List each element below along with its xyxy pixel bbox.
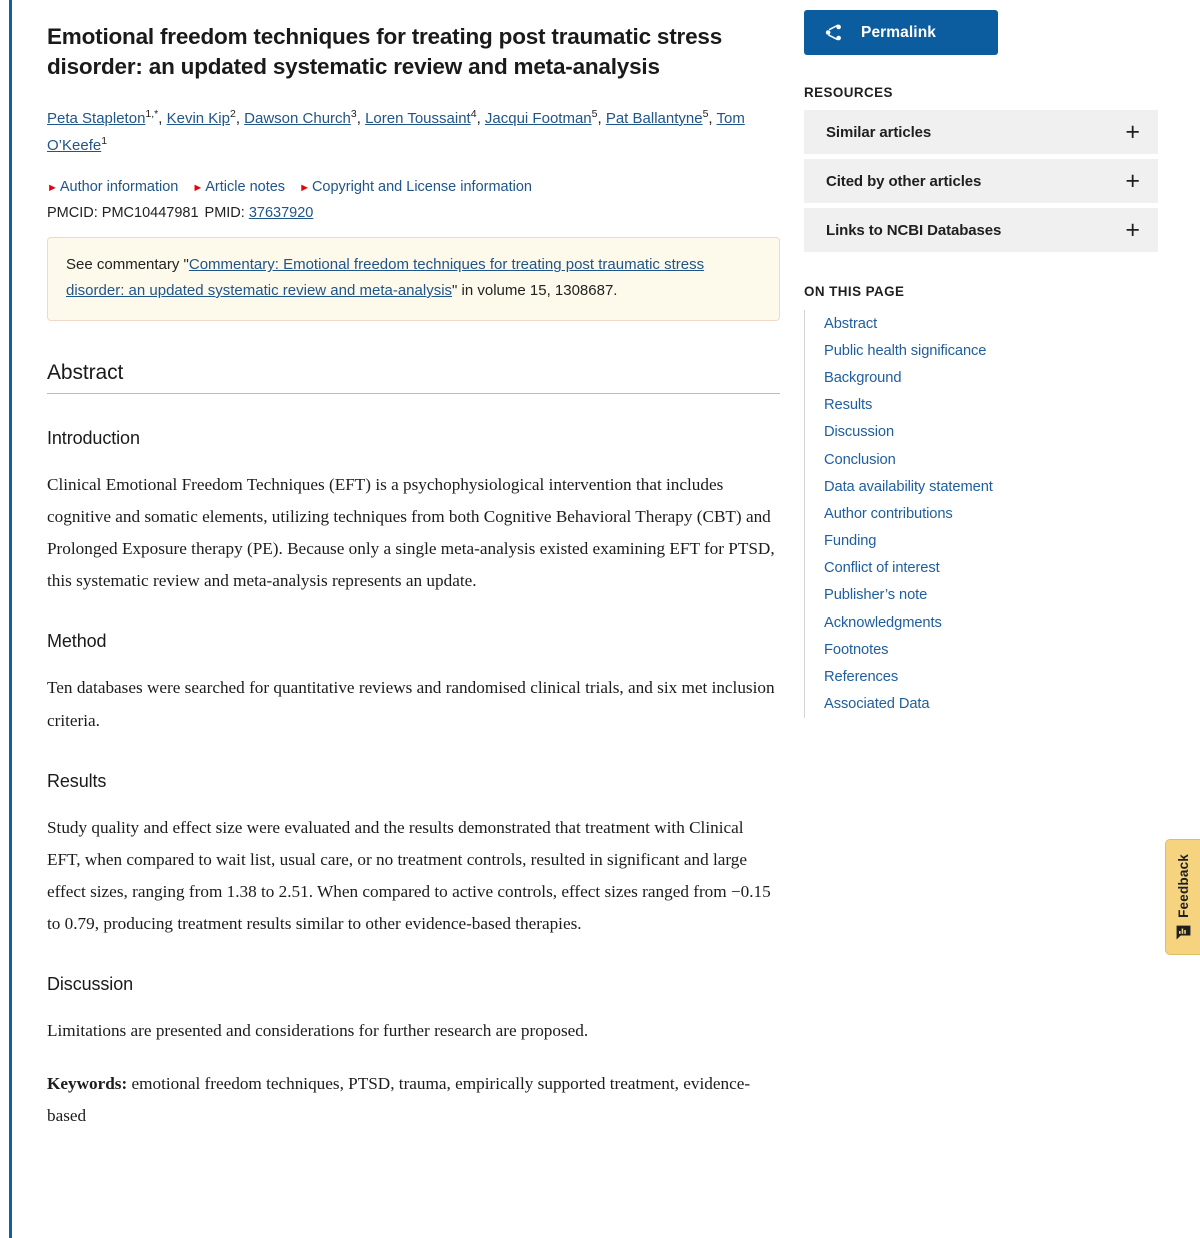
nav-item-results[interactable]: Results: [824, 397, 873, 414]
accordion-item-cited-by-other-articles[interactable]: [804, 159, 1158, 203]
nav-item-conflict-of-interest[interactable]: Conflict of interest: [824, 560, 940, 577]
subsection-text-discussion: Limitations are presented and considerations for further research are proposed.: [47, 1021, 589, 1041]
article-notes-toggle[interactable]: [192, 179, 285, 195]
nav-item-author-contributions[interactable]: Author contributions: [824, 505, 953, 522]
author-list: [47, 106, 759, 159]
subsection-heading-method: Method: [47, 631, 107, 652]
triangle-right-icon: ►: [47, 182, 58, 195]
feedback-tab-label: Feedback: [1175, 854, 1191, 918]
list-item: [824, 609, 1178, 636]
subsection-text-method: Ten databases were searched for quantitative reviews and randomised clinical trials, and six met inclusion criteria.: [47, 678, 775, 730]
share-icon: [824, 23, 843, 42]
author-sep: ,: [235, 109, 245, 127]
commentary-link[interactable]: Commentary: Emotional freedom techniques for treating post traumatic stress disorder: an updated systematic review and meta-analysis: [66, 256, 705, 300]
article-notes-link[interactable]: Article notes: [205, 179, 286, 196]
subsection-text-results: Study quality and effect size were evaluated and the results demonstrated that treatment with Clinical EFT, when compared to wait list, usual care, or no treatment controls, resulted in significant and large effect sizes, ranging from 1.38 to 2.51. When compared to active controls, effect sizes ranged from −0.15 to 0.79, producing treatment results similar to other evidence-based therapies.: [47, 817, 771, 934]
nav-item-discussion[interactable]: Discussion: [824, 424, 895, 441]
resources-accordion: [804, 110, 1178, 252]
commentary-prefix: See commentary ": [66, 256, 189, 274]
author-link[interactable]: Pat Ballantyne: [605, 109, 703, 127]
list-item: [824, 310, 1178, 337]
abstract-heading: Abstract: [47, 361, 780, 394]
pmid-link[interactable]: 37637920: [248, 205, 314, 222]
author-affiliation-marker: 2: [229, 107, 236, 120]
author-link[interactable]: Jacqui Footman: [484, 109, 592, 127]
list-item: [824, 555, 1178, 582]
permalink-button[interactable]: [804, 10, 998, 55]
accordion-label: Similar articles: [826, 123, 932, 141]
keywords-line: [47, 1068, 780, 1132]
author-link[interactable]: Loren Toussaint: [365, 109, 471, 127]
author-sep: ,: [356, 109, 366, 127]
nav-item-background[interactable]: Background: [824, 369, 902, 386]
article-identifiers: [47, 205, 780, 221]
author-sep: ,: [158, 109, 167, 127]
author-affiliation-marker: 1: [101, 134, 108, 147]
resources-heading: RESOURCES: [804, 85, 893, 100]
pmid-label: PMID:: [204, 205, 245, 222]
nav-item-abstract[interactable]: Abstract: [824, 315, 878, 332]
pmcid-value: PMC10447981: [101, 205, 199, 222]
author-sep: ,: [476, 109, 485, 127]
plus-icon[interactable]: +: [1125, 117, 1140, 146]
list-item: [824, 582, 1178, 609]
list-item: [824, 364, 1178, 391]
chart-bubble-icon: [1176, 925, 1191, 940]
author-link[interactable]: Kevin Kip: [166, 109, 230, 127]
subsection-text-introduction: Clinical Emotional Freedom Techniques (EFT) is a psychophysiological intervention that includes cognitive and somatic elements, utilizing techniques from both Cognitive Behavioral Therapy (CBT) and Prolonged Exposure therapy (PE). Because only a single meta-analysis existed examining EFT for PTSD, this systematic review and meta-analysis represents an update.: [47, 474, 775, 591]
list-item: [824, 500, 1178, 527]
author-sep: ,: [708, 109, 717, 127]
nav-item-acknowledgments[interactable]: Acknowledgments: [824, 614, 942, 631]
author-link[interactable]: Tom O’Keefe: [47, 109, 745, 154]
permalink-button-label: Permalink: [861, 23, 936, 41]
article-sidebar: [800, 0, 1200, 718]
author-affiliation-marker: 5: [702, 107, 709, 120]
feedback-tab[interactable]: [1165, 839, 1200, 955]
list-item: [824, 392, 1178, 419]
author-affiliation-marker: 5: [591, 107, 598, 120]
list-item: [824, 663, 1178, 690]
author-affiliation-marker: 3: [350, 107, 357, 120]
nav-item-associated-data[interactable]: Associated Data: [824, 696, 930, 713]
accordion-label: Links to NCBI Databases: [826, 221, 1002, 239]
subsection-heading-introduction: Introduction: [47, 427, 140, 448]
list-item: [824, 473, 1178, 500]
author-information-toggle[interactable]: [47, 179, 178, 195]
nav-item-footnotes[interactable]: Footnotes: [824, 641, 889, 658]
list-item: [824, 636, 1178, 663]
commentary-suffix: " in volume 15, 1308687.: [452, 282, 618, 300]
author-link[interactable]: Dawson Church: [244, 109, 351, 127]
accordion-label: Cited by other articles: [826, 172, 982, 190]
accordion-item-similar-articles[interactable]: [804, 110, 1158, 154]
nav-item-references[interactable]: References: [824, 669, 899, 686]
copyright-license-link[interactable]: Copyright and License information: [311, 179, 532, 196]
keywords-value: emotional freedom techniques, PTSD, trauma, empirically supported treatment, evidence-based: [47, 1073, 751, 1125]
nav-item-conclusion[interactable]: Conclusion: [824, 451, 896, 468]
on-this-page-heading: ON THIS PAGE: [804, 284, 905, 299]
copyright-license-toggle[interactable]: [299, 179, 532, 195]
list-item: [824, 691, 1178, 718]
triangle-right-icon: ►: [299, 182, 310, 195]
list-item: [824, 419, 1178, 446]
author-information-link[interactable]: Author information: [59, 179, 179, 196]
keywords-label: Keywords:: [47, 1073, 128, 1093]
author-sep: ,: [597, 109, 606, 127]
author-affiliation-marker: 4: [470, 107, 477, 120]
article-meta-links: [47, 179, 780, 195]
author-link[interactable]: Peta Stapleton: [47, 109, 146, 127]
list-item: [824, 528, 1178, 555]
subsection-heading-discussion: Discussion: [47, 974, 134, 995]
plus-icon[interactable]: +: [1125, 215, 1140, 244]
pmcid-label: PMCID:: [47, 205, 98, 222]
nav-item-publishers-note[interactable]: Publisher’s note: [824, 587, 928, 604]
subsection-heading-results: Results: [47, 770, 107, 791]
nav-item-public-health-significance[interactable]: Public health significance: [824, 342, 987, 359]
triangle-right-icon: ►: [192, 182, 204, 195]
on-this-page-nav: [804, 310, 1178, 718]
author-affiliation-marker: 1,*: [145, 107, 159, 120]
commentary-notice: [47, 237, 780, 321]
page-title: Emotional freedom techniques for treating post traumatic stress disorder: an updated systematic review and meta-analysis: [47, 24, 723, 79]
accordion-item-links-to-ncbi-databases[interactable]: [804, 208, 1158, 252]
list-item: [824, 446, 1178, 473]
list-item: [824, 337, 1178, 364]
nav-item-funding[interactable]: Funding: [824, 533, 877, 550]
plus-icon[interactable]: +: [1125, 166, 1140, 195]
nav-item-data-availability-statement[interactable]: Data availability statement: [824, 478, 993, 495]
